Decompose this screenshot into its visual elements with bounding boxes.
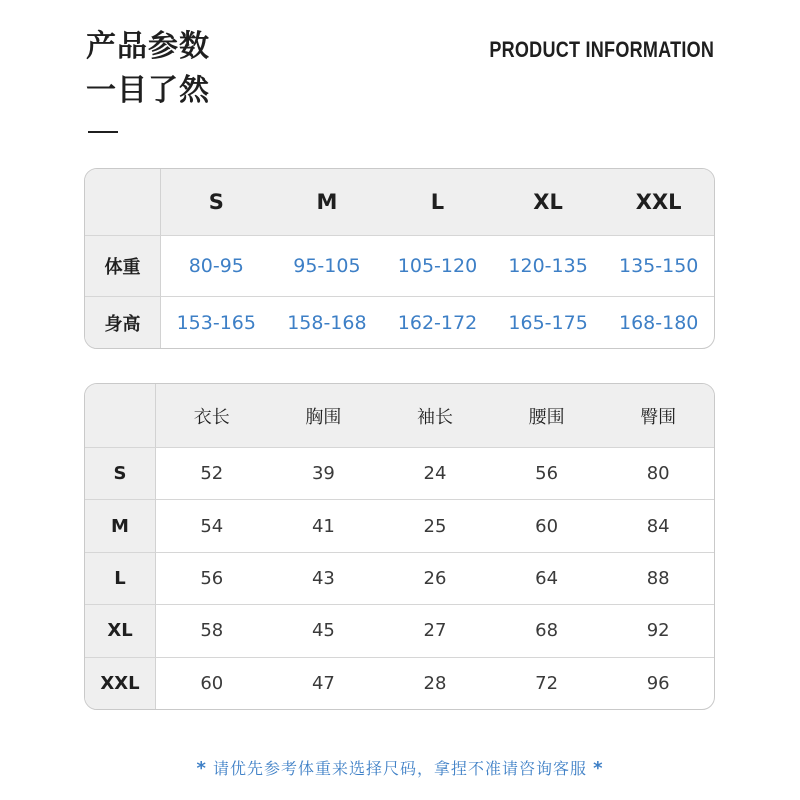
table-cell: 25 — [379, 499, 491, 551]
row-label-height: 身高 — [85, 296, 161, 348]
weight-cell: 80-95 — [161, 235, 272, 296]
table-cell: 92 — [602, 604, 714, 656]
height-cell: 168-180 — [603, 296, 714, 348]
measurement-table — [84, 383, 715, 710]
star-icon: * — [593, 758, 604, 779]
table-cell: 54 — [156, 499, 268, 551]
table-cell: 84 — [602, 499, 714, 551]
column-header-chest: 胸围 — [268, 384, 380, 447]
size-header-l: L — [382, 169, 493, 235]
row-label-size: S — [85, 447, 156, 499]
table-cell: 72 — [491, 657, 603, 709]
size-header-xl: XL — [493, 169, 604, 235]
table-cell: 27 — [379, 604, 491, 656]
table-cell: 80 — [602, 447, 714, 499]
row-label-size: XXL — [85, 657, 156, 709]
weight-cell: 120-135 — [493, 235, 604, 296]
weight-cell: 135-150 — [603, 235, 714, 296]
page-title-line2: 一目了然 — [86, 73, 210, 108]
table-cell: 60 — [491, 499, 603, 551]
table-cell: 41 — [268, 499, 380, 551]
table-cell: 56 — [491, 447, 603, 499]
table-cell: 58 — [156, 604, 268, 656]
row-label-size: L — [85, 552, 156, 604]
weight-cell: 105-120 — [382, 235, 493, 296]
table-cell: 60 — [156, 657, 268, 709]
table-cell: 26 — [379, 552, 491, 604]
size-header-s: S — [161, 169, 272, 235]
size-header-m: M — [272, 169, 383, 235]
table-cell: 88 — [602, 552, 714, 604]
table-cell: 68 — [491, 604, 603, 656]
table-cell: 96 — [602, 657, 714, 709]
table-corner-cell — [85, 169, 161, 235]
height-cell: 162-172 — [382, 296, 493, 348]
table-cell: 47 — [268, 657, 380, 709]
title-underline — [88, 131, 118, 133]
table-cell: 52 — [156, 447, 268, 499]
column-header-sleeve: 袖长 — [379, 384, 491, 447]
table-cell: 43 — [268, 552, 380, 604]
height-cell: 153-165 — [161, 296, 272, 348]
star-icon: * — [196, 758, 207, 779]
table-cell: 45 — [268, 604, 380, 656]
row-label-weight: 体重 — [85, 235, 161, 296]
table-cell: 28 — [379, 657, 491, 709]
table-cell: 24 — [379, 447, 491, 499]
page-title-line1: 产品参数 — [86, 29, 210, 64]
column-header-length: 衣长 — [156, 384, 268, 447]
table-corner-cell — [85, 384, 156, 447]
column-header-hip: 臀围 — [602, 384, 714, 447]
size-header-xxl: XXL — [603, 169, 714, 235]
size-advice-text: 请优先参考体重来选择尺码，拿捏不准请咨询客服 — [212, 759, 587, 778]
row-label-size: M — [85, 499, 156, 551]
table-cell: 56 — [156, 552, 268, 604]
weight-cell: 95-105 — [272, 235, 383, 296]
table-cell: 39 — [268, 447, 380, 499]
page-title-english: PRODUCT INFORMATION — [489, 37, 714, 62]
column-header-waist: 腰围 — [491, 384, 603, 447]
table-cell: 64 — [491, 552, 603, 604]
row-label-size: XL — [85, 604, 156, 656]
height-cell: 165-175 — [493, 296, 604, 348]
height-cell: 158-168 — [272, 296, 383, 348]
size-advice-note — [0, 756, 800, 779]
size-recommendation-table — [84, 168, 715, 349]
